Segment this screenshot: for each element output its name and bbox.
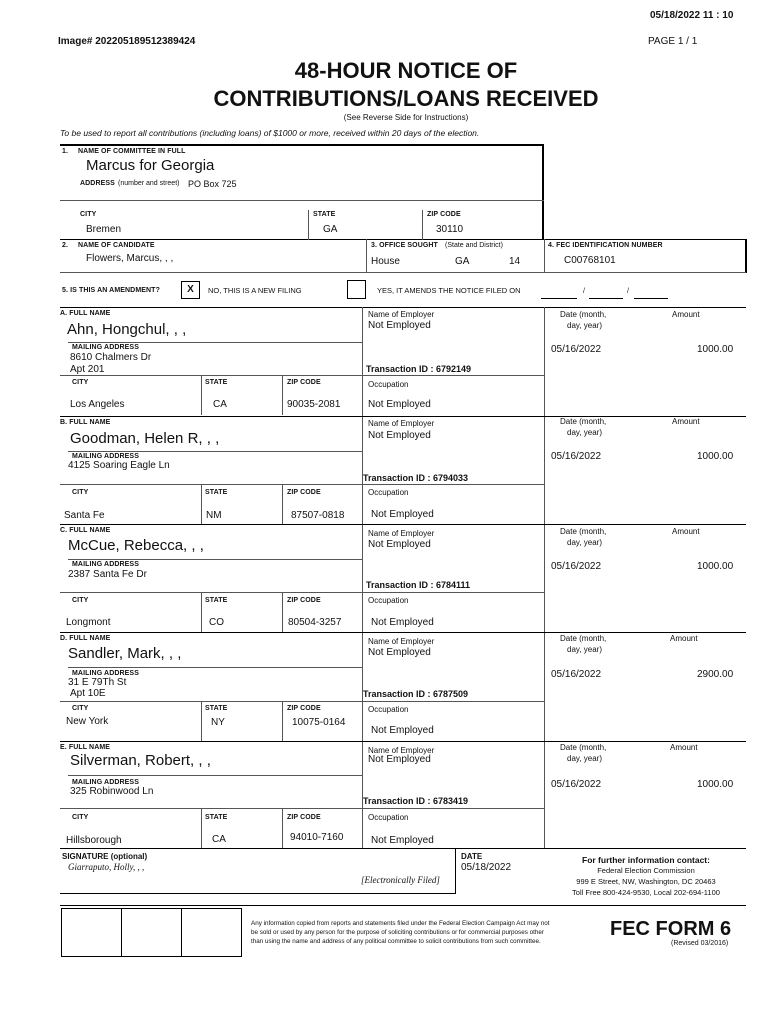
contributor-zip: 10075-0164 bbox=[292, 717, 346, 728]
city-label: CITY bbox=[72, 597, 89, 604]
frame-line bbox=[60, 307, 746, 308]
date-label: day, year) bbox=[567, 645, 602, 654]
frame-line bbox=[282, 484, 283, 524]
frame-line bbox=[68, 775, 362, 776]
address-line2: Apt 201 bbox=[70, 364, 105, 375]
office-sub-label: (State and District) bbox=[445, 242, 503, 249]
contribution-date: 05/16/2022 bbox=[551, 669, 602, 680]
date-label: DATE bbox=[461, 852, 483, 861]
frame-line bbox=[60, 416, 746, 417]
info-title: For further information contact: bbox=[582, 855, 710, 865]
committee-name: Marcus for Georgia bbox=[86, 157, 215, 174]
contributor-state: CA bbox=[212, 834, 226, 845]
frame-line bbox=[542, 144, 544, 240]
full-name-label: A. FULL NAME bbox=[60, 310, 111, 317]
amends-checkbox[interactable] bbox=[347, 280, 366, 299]
mailing-label: MAILING ADDRESS bbox=[72, 453, 139, 460]
amount-label: Amount bbox=[672, 527, 700, 536]
contributor-zip: 80504-3257 bbox=[288, 617, 342, 628]
frame-line bbox=[60, 484, 362, 485]
transaction-id: Transaction ID : 6792149 bbox=[366, 364, 472, 374]
employer-label: Name of Employer bbox=[368, 529, 435, 538]
date-label: Date (month, bbox=[560, 743, 607, 752]
date-label: Date (month, bbox=[560, 310, 607, 319]
committee-num: 1. bbox=[62, 148, 69, 155]
occupation-label: Occupation bbox=[368, 488, 409, 497]
city-label: CITY bbox=[72, 489, 89, 496]
frame-line bbox=[68, 342, 362, 343]
frame-line bbox=[121, 908, 122, 957]
fec-id: C00768101 bbox=[564, 255, 616, 266]
occupation: Not Employed bbox=[371, 509, 434, 520]
date-label: Date (month, bbox=[560, 634, 607, 643]
instructions: To be used to report all contributions (including loans) of $1000 or more, received within 20 days of the election. bbox=[60, 128, 480, 138]
state-label: STATE bbox=[205, 379, 228, 386]
contributor-city: New York bbox=[66, 716, 109, 727]
zip-label: ZIP CODE bbox=[287, 597, 321, 604]
date-label: day, year) bbox=[567, 321, 602, 330]
date-label: day, year) bbox=[567, 754, 602, 763]
frame-line bbox=[60, 239, 746, 240]
frame-line bbox=[362, 307, 363, 848]
timestamp: 05/18/2022 11 : 10 bbox=[650, 10, 734, 21]
signature-date: 05/18/2022 bbox=[461, 862, 512, 873]
frame-line bbox=[60, 200, 544, 201]
full-name-label: D. FULL NAME bbox=[60, 635, 111, 642]
frame-line bbox=[60, 741, 746, 742]
contribution-amount: 2900.00 bbox=[697, 669, 734, 680]
contributor-name: Ahn, Hongchul, , , bbox=[67, 321, 187, 338]
contributor-zip: 94010-7160 bbox=[290, 832, 344, 843]
contributor-state: NM bbox=[206, 510, 222, 521]
contribution-amount: 1000.00 bbox=[697, 779, 734, 790]
address-line1: 31 E 79Th St bbox=[68, 677, 127, 688]
contributor-state: NY bbox=[211, 717, 225, 728]
frame-line bbox=[455, 848, 456, 894]
occupation: Not Employed bbox=[371, 617, 434, 628]
office-use-boxes bbox=[61, 908, 242, 957]
frame-line bbox=[422, 210, 423, 240]
full-name-label: C. FULL NAME bbox=[60, 527, 111, 534]
amount-label: Amount bbox=[672, 310, 700, 319]
office-district: 14 bbox=[509, 256, 521, 267]
see-reverse-note: (See Reverse Side for Instructions) bbox=[343, 113, 469, 122]
employer: Not Employed bbox=[368, 320, 431, 331]
office-state: GA bbox=[455, 256, 470, 267]
employer-label: Name of Employer bbox=[368, 419, 435, 428]
occupation-label: Occupation bbox=[368, 813, 409, 822]
frame-line bbox=[282, 808, 283, 848]
frame-line bbox=[308, 210, 309, 240]
amount-label: Amount bbox=[670, 743, 698, 752]
contributor-zip: 90035-2081 bbox=[287, 399, 341, 410]
state-label: STATE bbox=[205, 814, 228, 821]
city-label: CITY bbox=[80, 211, 97, 218]
fec-id-label: 4. FEC IDENTIFICATION NUMBER bbox=[548, 242, 663, 249]
contributor-city: Longmont bbox=[66, 617, 111, 628]
address-line1: 4125 Soaring Eagle Ln bbox=[68, 460, 170, 471]
frame-line bbox=[201, 808, 202, 848]
zip-label: ZIP CODE bbox=[287, 814, 321, 821]
state-label: STATE bbox=[205, 705, 228, 712]
date-blank[interactable] bbox=[634, 298, 668, 299]
state-label: STATE bbox=[205, 597, 228, 604]
frame-line bbox=[362, 375, 544, 376]
candidate-name-label: NAME OF CANDIDATE bbox=[78, 242, 155, 249]
contribution-date: 05/16/2022 bbox=[551, 779, 602, 790]
occupation-label: Occupation bbox=[368, 380, 409, 389]
disclaimer-line2: be sold or used by any person for the purpose of soliciting contributions or for commercial purposes other bbox=[251, 929, 544, 936]
committee-state: GA bbox=[323, 224, 338, 235]
amends-label: YES, IT AMENDS THE NOTICE FILED ON bbox=[377, 286, 521, 295]
frame-line bbox=[60, 632, 746, 633]
contribution-amount: 1000.00 bbox=[697, 344, 734, 355]
frame-line bbox=[60, 848, 746, 849]
frame-line bbox=[362, 701, 544, 702]
frame-line bbox=[60, 272, 746, 273]
address-line1: 2387 Santa Fe Dr bbox=[68, 569, 147, 580]
occupation-label: Occupation bbox=[368, 596, 409, 605]
mailing-label: MAILING ADDRESS bbox=[72, 344, 139, 351]
date-slash: / bbox=[627, 288, 629, 295]
contributor-name: Silverman, Robert, , , bbox=[70, 752, 211, 769]
occupation: Not Employed bbox=[371, 725, 434, 736]
mailing-label: MAILING ADDRESS bbox=[72, 561, 139, 568]
occupation: Not Employed bbox=[368, 399, 431, 410]
contribution-date: 05/16/2022 bbox=[551, 451, 602, 462]
state-label: STATE bbox=[313, 211, 336, 218]
amount-label: Amount bbox=[672, 417, 700, 426]
address-line1: 325 Robinwood Ln bbox=[70, 786, 154, 797]
employer: Not Employed bbox=[368, 754, 431, 765]
city-label: CITY bbox=[72, 814, 89, 821]
frame-line bbox=[201, 375, 202, 415]
electronically-filed: [Electronically Filed] bbox=[361, 875, 440, 885]
frame-line bbox=[201, 484, 202, 524]
frame-line bbox=[544, 307, 545, 848]
contributor-city: Los Angeles bbox=[70, 399, 125, 410]
frame-line bbox=[201, 592, 202, 632]
contribution-amount: 1000.00 bbox=[697, 561, 734, 572]
full-name-label: E. FULL NAME bbox=[60, 744, 111, 751]
transaction-id: Transaction ID : 6787509 bbox=[363, 689, 469, 699]
frame-line bbox=[282, 592, 283, 632]
employer-label: Name of Employer bbox=[368, 310, 435, 319]
zip-label: ZIP CODE bbox=[287, 489, 321, 496]
frame-line bbox=[362, 808, 544, 809]
frame-line bbox=[201, 701, 202, 741]
signature-name: Giarraputo, Holly, , , bbox=[68, 862, 145, 872]
address-line2: Apt 10E bbox=[70, 688, 106, 699]
committee-zip: 30110 bbox=[436, 224, 464, 235]
zip-label: ZIP CODE bbox=[287, 705, 321, 712]
candidate-name: Flowers, Marcus, , , bbox=[86, 253, 174, 264]
date-label: Date (month, bbox=[560, 527, 607, 536]
frame-line bbox=[60, 905, 746, 906]
zip-label: ZIP CODE bbox=[427, 211, 461, 218]
info-line1: Federal Election Commission bbox=[597, 866, 695, 875]
frame-line bbox=[282, 701, 283, 741]
amount-label: Amount bbox=[670, 634, 698, 643]
office-sought: House bbox=[371, 256, 400, 267]
contribution-date: 05/16/2022 bbox=[551, 344, 602, 355]
state-label: STATE bbox=[205, 489, 228, 496]
date-blank[interactable] bbox=[541, 298, 577, 299]
occupation-label: Occupation bbox=[368, 705, 409, 714]
frame-line bbox=[181, 908, 182, 957]
revised-date: (Revised 03/2016) bbox=[671, 940, 729, 947]
frame-line bbox=[60, 808, 362, 809]
frame-line bbox=[60, 144, 544, 146]
info-line3: Toll Free 800-424-9530, Local 202-694-1100 bbox=[572, 888, 720, 897]
mailing-label: MAILING ADDRESS bbox=[72, 670, 139, 677]
new-filing-checkbox[interactable]: X bbox=[181, 281, 200, 299]
transaction-id: Transaction ID : 6783419 bbox=[363, 796, 469, 806]
occupation: Not Employed bbox=[371, 835, 434, 846]
address-label: ADDRESS bbox=[80, 180, 115, 187]
office-label: 3. OFFICE SOUGHT bbox=[371, 242, 438, 249]
contributor-name: Sandler, Mark, , , bbox=[68, 645, 182, 662]
frame-line bbox=[68, 667, 362, 668]
address-sub-label: (number and street) bbox=[118, 180, 180, 187]
frame-line bbox=[745, 239, 747, 273]
date-blank[interactable] bbox=[589, 298, 623, 299]
employer: Not Employed bbox=[368, 539, 431, 550]
frame-line bbox=[362, 484, 544, 485]
frame-line bbox=[60, 592, 362, 593]
disclaimer-line1: Any information copied from reports and statements filed under the Federal Election Campaign Act may not bbox=[251, 920, 550, 927]
frame-line bbox=[60, 524, 746, 525]
signature-label: SIGNATURE (optional) bbox=[62, 852, 148, 861]
date-label: day, year) bbox=[567, 428, 602, 437]
page-number: PAGE 1 / 1 bbox=[648, 36, 698, 47]
contributor-zip: 87507-0818 bbox=[291, 510, 345, 521]
frame-line bbox=[362, 592, 544, 593]
disclaimer-line3: than using the name and address of any political committee to solicit contributions from such committee. bbox=[251, 938, 541, 945]
form-number: FEC FORM 6 bbox=[610, 918, 732, 940]
frame-line bbox=[60, 701, 362, 702]
full-name-label: B. FULL NAME bbox=[60, 419, 111, 426]
amendment-question: 5. IS THIS AN AMENDMENT? bbox=[62, 287, 160, 294]
city-label: CITY bbox=[72, 379, 89, 386]
frame-line bbox=[544, 239, 545, 273]
mailing-label: MAILING ADDRESS bbox=[72, 779, 139, 786]
contributor-name: Goodman, Helen R, , , bbox=[70, 430, 220, 447]
committee-address: PO Box 725 bbox=[188, 179, 237, 189]
info-line2: 999 E Street, NW, Washington, DC 20463 bbox=[576, 877, 716, 886]
date-slash: / bbox=[583, 288, 585, 295]
zip-label: ZIP CODE bbox=[287, 379, 321, 386]
address-line1: 8610 Chalmers Dr bbox=[70, 352, 152, 363]
contribution-date: 05/16/2022 bbox=[551, 561, 602, 572]
frame-line bbox=[68, 559, 362, 560]
employer-label: Name of Employer bbox=[368, 746, 435, 755]
candidate-num: 2. bbox=[62, 242, 69, 249]
form-title-line1: 48-HOUR NOTICE OF bbox=[294, 58, 518, 83]
employer-label: Name of Employer bbox=[368, 637, 435, 646]
image-number: Image# 202205189512389424 bbox=[58, 36, 196, 47]
frame-line bbox=[366, 239, 367, 273]
contributor-state: CO bbox=[209, 617, 224, 628]
committee-city: Bremen bbox=[86, 224, 122, 235]
contributor-name: McCue, Rebecca, , , bbox=[68, 537, 204, 554]
frame-line bbox=[68, 451, 362, 452]
committee-name-label: NAME OF COMMITTEE IN FULL bbox=[78, 148, 186, 155]
new-filing-label: NO, THIS IS A NEW FILING bbox=[208, 286, 302, 295]
transaction-id: Transaction ID : 6784111 bbox=[366, 580, 471, 590]
contributor-city: Hillsborough bbox=[66, 835, 122, 846]
date-label: day, year) bbox=[567, 538, 602, 547]
employer: Not Employed bbox=[368, 430, 431, 441]
contributor-state: CA bbox=[213, 399, 227, 410]
frame-line bbox=[282, 375, 283, 415]
city-label: CITY bbox=[72, 705, 89, 712]
contribution-amount: 1000.00 bbox=[697, 451, 734, 462]
transaction-id: Transaction ID : 6794033 bbox=[363, 473, 469, 483]
signature-line bbox=[60, 893, 456, 894]
employer: Not Employed bbox=[368, 647, 431, 658]
contributor-city: Santa Fe bbox=[64, 510, 105, 521]
frame-line bbox=[60, 375, 362, 376]
date-label: Date (month, bbox=[560, 417, 607, 426]
form-title-line2: CONTRIBUTIONS/LOANS RECEIVED bbox=[213, 86, 599, 111]
